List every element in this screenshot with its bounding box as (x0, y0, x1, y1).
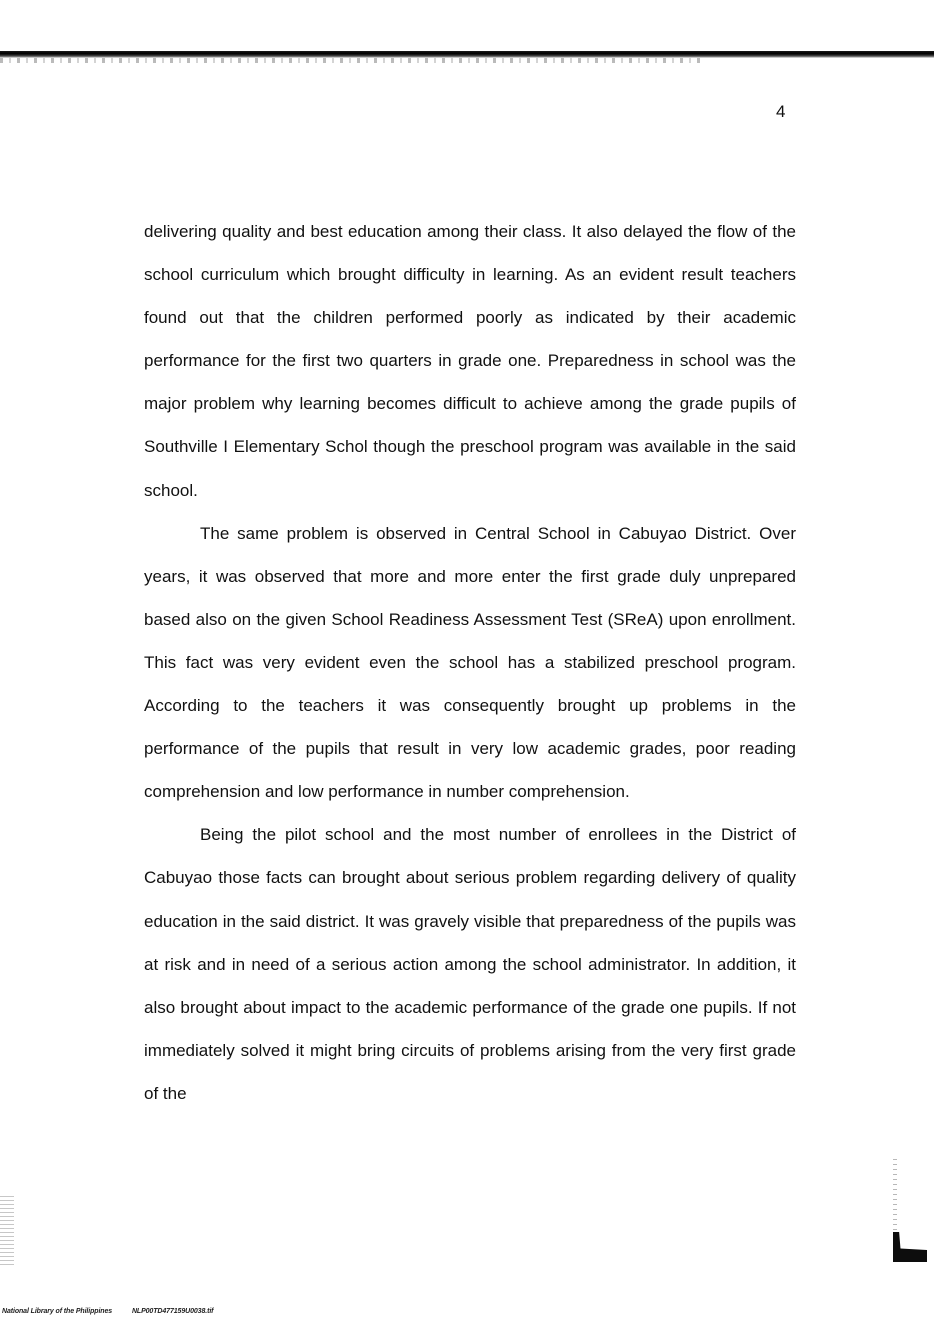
paragraph-3: Being the pilot school and the most number of enrollees in the District of Cabuyao those facts can brought about serious problem regarding delivery of quality education in the said district. It was gravely visible that preparedness of the pupils was at risk and in need of a serious action among the school administrator. In addition, it also brought about impact to the academic performance of the grade one pupils. If not immediately solved it might bring circuits of problems arising from the very first grade of the (144, 825, 796, 1103)
paragraph-2: The same problem is observed in Central School in Cabuyao District. Over years, it was observed that more and more enter the first grade duly unprepared based also on the given School Readiness Assessment Test (SReA) upon enrollment. This fact was very evident even the school has a stabilized preschool program. According to the teachers it was consequently brought up problems in the performance of the pupils that result in very low academic grades, poor reading comprehension and low performance in number comprehension. (144, 523, 796, 802)
footer (2, 1308, 213, 1315)
page-number: 4 (776, 102, 786, 121)
paragraph-1: delivering quality and best education among their class. It also delayed the flow of the school curriculum which brought difficulty in learning. As an evident result teachers found out that the children performed poorly as indicated by their academic performance for the first two quarters in grade one. Preparedness in school was the major problem why learning becomes difficult to achieve among the grade pupils of Southville I Elementary Schol though the preschool program was available in the said school. (144, 222, 796, 500)
corner-mark (893, 1232, 927, 1262)
scan-left-noise (0, 1195, 14, 1265)
scan-right-noise (893, 1155, 897, 1235)
footer-library: National Library of the Philippines (2, 1308, 113, 1315)
footer-file-id: NLP00TD477159U0038.tif (131, 1308, 214, 1315)
scan-top-noise (0, 58, 700, 63)
scan-top-border (0, 51, 934, 58)
body-text (144, 210, 796, 1115)
